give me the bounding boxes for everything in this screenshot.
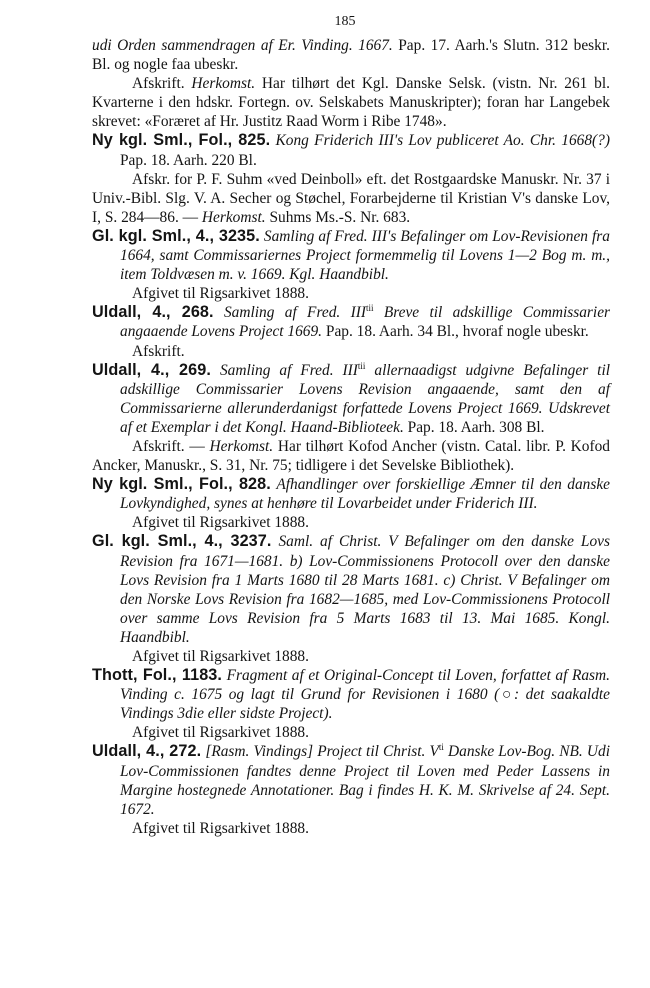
- entry-note: Afgivet til Rigsarkivet 1888.: [132, 648, 309, 665]
- entry-uldall-4-269: Uldall, 4., 269. Samling af Fred. $III^{tii}$ allernaadigst udgivne Befalinger til adskillige Commissarier Lovens Revision angaaende, samt den af Commissarierne allerunderdanigst forfattede Lovens Project 1669. Udskrevet af et Exemplar i det Kongl. Haand-Biblioteek. Pap. 18. Aarh. 308 Bl. Afskrift. — Herkomst. Har tilhørt Kofod Ancher (vistn. Catal. libr. P. Kofod Ancker, Manuskr., S. 31, Nr. 75; tidligere i det Sevelske Bibliothek).: [92, 360, 610, 475]
- entry-heading: Thott, Fol., 1183.: [92, 666, 223, 685]
- entry-thott-fol-1183: [92, 666, 610, 742]
- entry-continued-description: [92, 36, 610, 74]
- page-number: 185: [334, 14, 356, 29]
- entry-note: Afskr. for P. F. Suhm «ved Deinboll» eft. det Rostgaardske Manuskr. Nr. 37 i Univ.-Bibl. Slg. V. A. Secher og Støchel, Forarbejderne til Kristian V's danske Lov, I, S. 284—86. — Herkomst. Suhms Ms.-S. Nr. 683.: [92, 170, 610, 226]
- entry-physical: Pap. 18. Aarh. 34 Bl., hvoraf nogle ubeskr.: [322, 323, 589, 341]
- entry-continued: [92, 36, 610, 131]
- entry-heading: Gl. kgl. Sml., 4., 3235.: [92, 226, 260, 245]
- entry-ny-kgl-fol-828: [92, 475, 610, 532]
- entry-title: udi Orden sammendragen af Er. Vinding. 1667.: [92, 37, 393, 54]
- entry-uldall-4-272: Uldall, 4., 272. [Rasm. Vindings] Project til Christ. $V^{ti}$ Danske Lov-Bog. NB. Udi Lov-Commissionen fandtes denne Project til Loven med Peder Lassens in Margine hostegnede Annotationer. Bag i findes H. K. M. Skrivelse af 24. Sept. 1672. Afgivet til Rigsarkivet 1888.: [92, 742, 610, 837]
- entry-physical: Pap. 18. Aarh. 308 Bl.: [403, 418, 545, 436]
- entry-heading: Ny kgl. Sml., Fol., 828.: [92, 475, 271, 494]
- entry-gl-kgl-4-3237: [92, 532, 610, 666]
- entry-heading: Uldall, 4., 272.: [92, 742, 202, 761]
- entry-ny-kgl-fol-825: [92, 131, 610, 226]
- entry-title: Fragment af et Original-Concept til Loven, forfattet af Rasm. Vinding c. 1675 og lagt til Grund for Revisionen i 1680 (○: det saakaldte Vindings 3die eller sidste Project).: [120, 667, 610, 723]
- entry-heading: Uldall, 4., 269.: [92, 360, 211, 379]
- entry-note: Afgivet til Rigsarkivet 1888.: [132, 514, 309, 532]
- entry-gl-kgl-4-3235: [92, 227, 610, 303]
- entry-title: Saml. af Christ. V Befalinger om den danske Lovs Revision fra 1671—1681. b) Lov-Commissionens Protocoll over den danske Lovs Revision fra 1 Marts 1680 til 28 Marts 1681. c) Christ. V Befalinger om den Norske Lovs Revision fra 1682—1685, med Lov-Commissionens Protocoll over samme Lovs Revision fra 5 Marts 1683 til 13. Mai 1685. Kongl. Haandbibl.: [120, 533, 610, 646]
- entry-title: Afhandlinger over forskiellige Æmner til den danske Lovkyndighed, synes at henhøre til Lovarbeidet under Friderich III.: [120, 476, 610, 513]
- entry-physical: Pap. 18. Aarh. 220 Bl.: [120, 151, 257, 169]
- entry-heading: Ny kgl. Sml., Fol., 825.: [92, 131, 271, 150]
- entry-note: Afskrift.: [132, 342, 185, 360]
- entry-note: Afskrift. — Herkomst. Har tilhørt Kofod Ancher (vistn. Catal. libr. P. Kofod Ancker, Manuskr., S. 31, Nr. 75; tidligere i det Sevelske Bibliothek).: [92, 437, 610, 475]
- entry-heading: Gl. kgl. Sml., 4., 3237.: [92, 532, 272, 551]
- entry-note: Afgivet til Rigsarkivet 1888.: [132, 724, 309, 742]
- entry-title: Kong Friderich III's Lov publiceret Ao. Chr. 1668(?): [275, 132, 610, 150]
- entry-continued-note: Afskrift. Herkomst. Har tilhørt det Kgl. Danske Selsk. (vistn. Nr. 261 bl. Kvarterne i den hdskr. Fortegn. ov. Selskabets Manuskripter); foran har Langebek skrevet: «Foræret af Hr. Justitz Raad Worm i Ribe 1748».: [92, 75, 610, 131]
- entry-uldall-4-268: Uldall, 4., 268. Samling af Fred. $III^{tii}$ Breve til adskillige Commissarier angaaende Lovens Project 1669. Pap. 18. Aarh. 34 Bl., hvoraf nogle ubeskr. Afskrift.: [92, 303, 611, 360]
- entry-heading: Uldall, 4., 268.: [92, 303, 214, 322]
- entry-note: Afgivet til Rigsarkivet 1888.: [132, 819, 309, 837]
- entry-title: Samling af Fred. III's Befalinger om Lov-Revisionen fra 1664, samt Commissariernes Project formemmelig til Lovens 1—2 Bog m. m., item Toldvæsen m. v. 1669. Kgl. Haandbibl.: [120, 227, 610, 284]
- entry-note: Afgivet til Rigsarkivet 1888.: [132, 285, 309, 303]
- entry-physical: Pap. 17. Aarh.'s Slutn. 312 beskr. Bl. og nogle faa ubeskr.: [92, 37, 610, 74]
